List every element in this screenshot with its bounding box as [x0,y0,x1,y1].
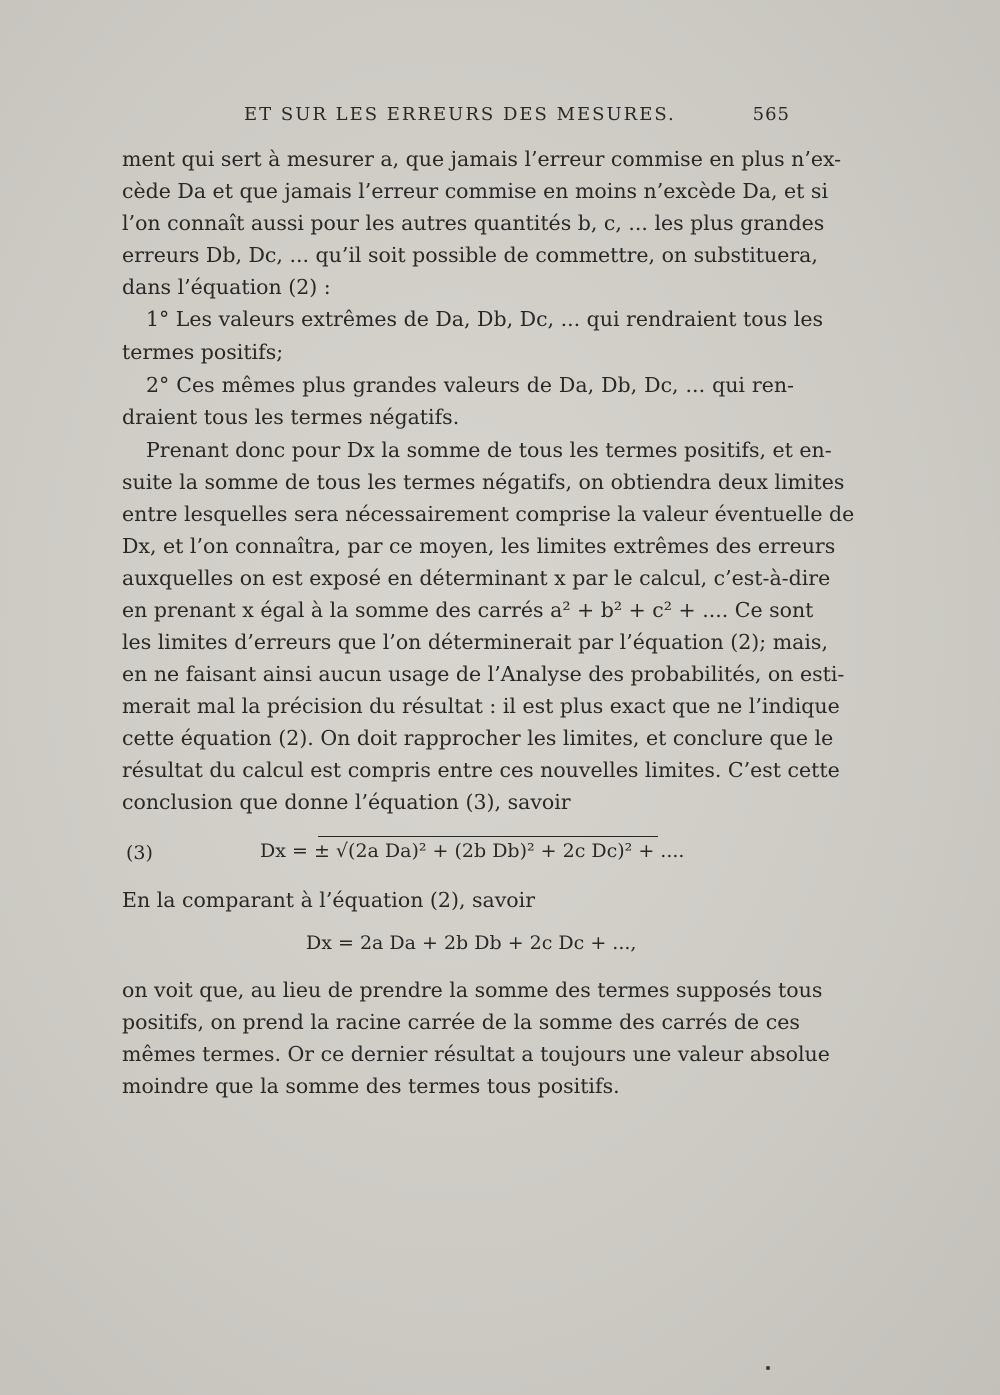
text-line: Prenant donc pour Dx la somme de tous les termes positifs, et en- [146,438,832,462]
list-item-line: 1° Les valeurs extrêmes de Da, Db, Dc, ... qui rendraient tous les [146,307,824,331]
list-item-line: 2° Ces mêmes plus grandes valeurs de Da, Db, Dc, ... qui ren- [146,373,794,397]
text-line: conclusion que donne l’équation (3), savoir [122,790,571,814]
text-line: mêmes termes. Or ce dernier résultat a toujours une valeur absolue [122,1042,830,1066]
list-item-line: termes positifs; [122,340,284,364]
equation-3 [260,840,684,862]
text-line: Dx, et l’on connaîtra, par ce moyen, les limites extrêmes des erreurs [122,534,836,558]
text-line: résultat du calcul est compris entre ces nouvelles limites. C’est cette [122,758,840,782]
equation-3-radicand: (2a Da)² + (2b Db)² + 2c Dc)² + .... [348,840,685,862]
page-number: 565 [752,104,790,125]
text-line: on voit que, au lieu de prendre la somme des termes supposés tous [122,978,823,1002]
text-line: ment qui sert à mesurer a, que jamais l’erreur commise en plus n’ex- [122,147,842,171]
text-line: les limites d’erreurs que l’on déterminerait par l’équation (2); mais, [122,630,828,654]
page-header [244,104,790,134]
paper-speck [766,1366,770,1370]
text-line: moindre que la somme des termes tous positifs. [122,1074,620,1098]
text-line: l’on connaît aussi pour les autres quantités b, c, ... les plus grandes [122,211,825,235]
text-line: dans l’équation (2) : [122,275,331,299]
text-line: positifs, on prend la racine carrée de la somme des carrés de ces [122,1010,800,1034]
text-line: en ne faisant ainsi aucun usage de l’Analyse des probabilités, on esti- [122,662,845,686]
text-line: erreurs Db, Dc, ... qu’il soit possible de commettre, on substituera, [122,243,818,267]
text-line: suite la somme de tous les termes négatifs, on obtiendra deux limites [122,470,845,494]
equation-2: Dx = 2a Da + 2b Db + 2c Dc + ..., [306,932,637,954]
text-line: auxquelles on est exposé en déterminant x par le calcul, c’est-à-dire [122,566,831,590]
text-line: cède Da et que jamais l’erreur commise en moins n’excède Da, et si [122,179,829,203]
sqrt-sign: √ [335,840,349,862]
equation-number: (3) [126,842,153,864]
text-line: entre lesquelles sera nécessairement comprise la valeur éventuelle de [122,502,855,526]
sqrt-overline [318,836,658,837]
text-line: En la comparant à l’équation (2), savoir [122,888,536,912]
running-title: ET SUR LES ERREURS DES MESURES. [244,104,676,125]
text-line: cette équation (2). On doit rapprocher les limites, et conclure que le [122,726,834,750]
list-item-line: draient tous les termes négatifs. [122,405,460,429]
text-line: merait mal la précision du résultat : il est plus exact que ne l’indique [122,694,840,718]
text-line: en prenant x égal à la somme des carrés a² + b² + c² + .... Ce sont [122,598,814,622]
equation-3-lhs: Dx = ± [260,840,336,862]
